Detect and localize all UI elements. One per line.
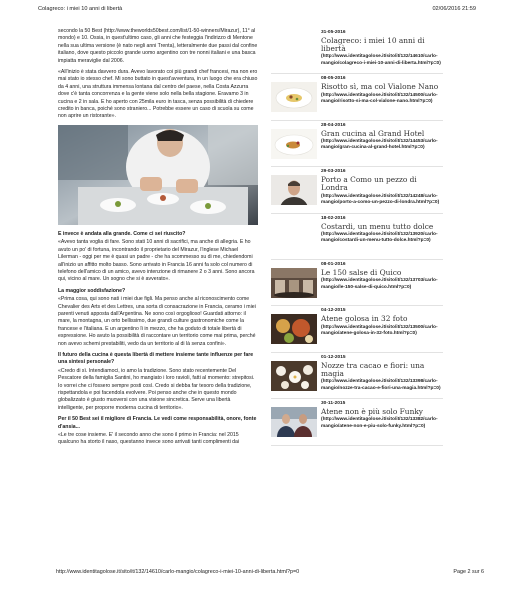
related-article-item[interactable]: [271, 121, 443, 167]
article-date: 31-05-2016: [321, 30, 346, 35]
related-article-item[interactable]: [271, 74, 443, 120]
article-thumbnail-empty: [271, 36, 317, 66]
article-date: 08-05-2016: [321, 76, 346, 82]
article-link[interactable]: (http://www.identitagolose.it/sito/it/132/14500/carlo-mangio/risotto-si-ma-col-vialone-nano.html?p=0): [321, 92, 438, 104]
article-title[interactable]: Colagreco: i miei 10 anni di libertà: [321, 36, 425, 54]
article-link[interactable]: (http://www.identitagolose.it/sito/it/132/13382/carlo-mangio/atene-non-e-piu-solo-funky.html?p=0): [321, 417, 438, 429]
article-link[interactable]: (http://www.identitagolose.it/sito/it/132/14248/carlo-mangio/porto-a-como-un-pezzo-di-londra.html?p=0): [321, 193, 440, 205]
dish-thumbnail[interactable]: [271, 82, 317, 112]
food-thumbnail[interactable]: [271, 314, 317, 344]
related-article-item[interactable]: [271, 306, 443, 352]
article-link[interactable]: (http://www.identitagolose.it/sito/it/132/14453/carlo-mangio/gran-cucina-al-grand-hotel.html?p=0): [321, 138, 438, 151]
interview-question: Il futuro della cucina è questa libertà di mettere insieme tante influenze per fare una sintesi personale?: [58, 351, 254, 366]
article-body: [58, 28, 258, 451]
related-article-item[interactable]: [271, 28, 443, 74]
article-link[interactable]: (http://www.identitagolose.it/sito/it/132/13500/carlo-mangio/atene-golosa-in-32-foto.html?p=0): [321, 324, 438, 336]
article-title[interactable]: Gran cucina al Grand Hotel: [321, 128, 425, 138]
article-date: 30-11-2015: [321, 401, 346, 407]
related-article-item[interactable]: [271, 353, 443, 399]
article-title[interactable]: Atene non è più solo Funky: [321, 407, 423, 417]
kitchen-thumbnail[interactable]: [271, 268, 317, 298]
chef-plating-photo: [58, 125, 258, 225]
article-title[interactable]: Le 150 salse di Quico: [321, 267, 402, 277]
footer-url[interactable]: http://www.identitagolose.it/sito/it/132/14610/carlo-mangio/colagreco-i-miei-10-anni-di-liberta.html?p=0: [56, 569, 300, 575]
interview-question: E invece è andata alla grande. Come ci sei riuscito?: [58, 230, 186, 237]
article-paragraph: secondo la 50 Best (http://www.theworlds50best.com/list/1-50-winners/Mirazur), 11° al mondo) e 10. Ossia, in quest'ultimo caso, gli anni che festeggia l'indirizzo di Mentone nella sua ultima versione (è nato negli anni Trenta), letteralmente due passi dal confine italiano, dove questo piccolo grande uomo argentino con tre nonni italiani e una basca impiatta meraviglie dal 2006.: [58, 28, 258, 64]
related-articles-list: [271, 28, 443, 446]
flowers-thumbnail[interactable]: [271, 361, 317, 391]
people-thumbnail[interactable]: [271, 407, 317, 437]
article-date: 08-01-2016: [321, 261, 346, 267]
print-footer: [56, 569, 484, 579]
article-title[interactable]: Porto a Como un pezzo di Londra: [321, 175, 417, 193]
article-title[interactable]: Risotto sì, ma col Vialone Nano: [321, 82, 439, 92]
interview-answer: «Le tre cose insieme. E' il secondo anno che sono il primo in Francia: nel 2015 qualcuno ha storto il naso, questanno invece sono arrivati tanti complimenti dai: [58, 432, 240, 446]
header-datetime: 02/06/2016 21:59: [432, 6, 476, 12]
print-header: [38, 6, 476, 16]
interview-answer: «Prima cosa, qui sono nati i miei due figli. Ma penso anche al riconoscimento come Chevalier des Arts et des Lettres, una sorta di consacrazione in Francia, ceramo i miei parenti venuti apposta dall'Argentina. Ne sono così orgoglioso! Guardati attorno: il mare, la montagna, un orto bellissimo, due grandi culture gastronomiche come la francese e l'italiana. E un argentino lì in mezzo, che ha goduto di totale libertà di espressione. Ho avuto la possibilità di raccontare un territorio come mai prima, perché non avevo schemi prestabiliti, vedo da un territorio al di là senza confini».: [58, 296, 256, 347]
related-article-item[interactable]: [271, 260, 443, 306]
article-date: 29-03-2016: [321, 169, 346, 175]
article-title[interactable]: Atene golosa in 32 foto: [321, 314, 408, 324]
article-date: 28-04-2016: [321, 122, 346, 128]
article-thumbnail-empty: [271, 222, 317, 252]
header-title: Colagreco: i miei 10 anni di libertà: [38, 6, 123, 12]
chef-portrait-thumbnail[interactable]: [271, 175, 317, 205]
article-link[interactable]: (http://www.identitagolose.it/sito/it/132/14610/carlo-mangio/colagreco-i-miei-10-anni-di-liberta.html?p=0): [321, 54, 441, 66]
interview-question: La maggior soddisfazione?: [58, 287, 126, 294]
article-date: 18-02-2016: [321, 215, 346, 221]
article-link[interactable]: (http://www.identitagolose.it/sito/it/132/13398/carlo-mangio/nozze-tra-cacao-e-fiori-una-magia.html?p=0): [321, 379, 441, 391]
page-number: Page 2 sur 6: [453, 569, 484, 575]
related-article-item[interactable]: [271, 167, 443, 213]
dish-thumbnail[interactable]: [271, 129, 317, 159]
article-date: 04-12-2015: [321, 308, 346, 314]
interview-answer: «Avevo tanta voglia di fare. Sono stati 10 anni di sacrifici, ma anche di allegria. E ho avuto un po' di fortuna, incontrando il proprietario del Mirazur, l'inglese Michael Lilerman - oggi per me è quasi un padre - che ha scommesso su di me, chiedendomi all'inizio un affitto molto basso. Sono arrivato in Francia 16 anni fa solo col numero di telefono dell'amico di un amico, avevo intenzione di rimanere 2 o 3 anni. Sono ancora qui, vicino al mare. Un sogno che si è avverato».: [58, 239, 255, 283]
article-date: 01-12-2015: [321, 354, 346, 360]
article-link[interactable]: (http://www.identitagolose.it/sito/it/132/13920/carlo-mangio/costardi-un-menu-tutto-dolce.html?p=0): [321, 231, 438, 244]
related-article-item[interactable]: [271, 214, 443, 260]
article-paragraph: «All'inizio è stata davvero dura. Avevo lavorato coi più grandi chef francesi, ma non ero mai stato io stesso chef. Mi sono buttato in quest'avventura, in un luogo che era chiuso da 4 anni, una struttura immensa lontana dal centro del paese, nella Costa Azzurra dove c'è tanta concorrenza e la gente viene solo nella bella stagione. Eravamo 3 in cucina e 2 in sala. E ho aperto con 25mila euro in tasca, senza possibilità di chiedere credito in banca, poiché sono straniero... Potrebbe essere un caso di scuola su come non aprire un ristorante».: [58, 69, 258, 120]
related-article-item[interactable]: [271, 399, 443, 445]
article-title[interactable]: Costardi, un menu tutto dolce: [321, 221, 434, 231]
article-title[interactable]: Nozze tra cacao e fiori: una magia: [321, 360, 425, 378]
article-link[interactable]: (http://www.identitagolose.it/sito/it/132/13703/carlo-mangio/le-150-salse-di-quico.html?p=0): [321, 278, 438, 290]
interview-answer: «Credo di sì. Intendiamoci, io amo la tradizione. Sono stato recentemente Del Pescatore della famiglia Santini, ho mangiato i loro ravioli, fatti al momento: strepitosi. Io vorrei che ci fossero sempre posti così. Credo si debba far tesoro della tradizione, rispettandola e poi facendola evolvere. Poi penso anche che in questo mondo globalizzato è giusto muoversi con una visione sincretica. Serve una libertà intelligente, per proporre moderna cucina di territorio».: [58, 367, 255, 411]
interview-question: Per il 50 Best sei il migliore di Francia. Le vedi come responsabilità, onore, fonte d'ansia...: [58, 416, 257, 430]
